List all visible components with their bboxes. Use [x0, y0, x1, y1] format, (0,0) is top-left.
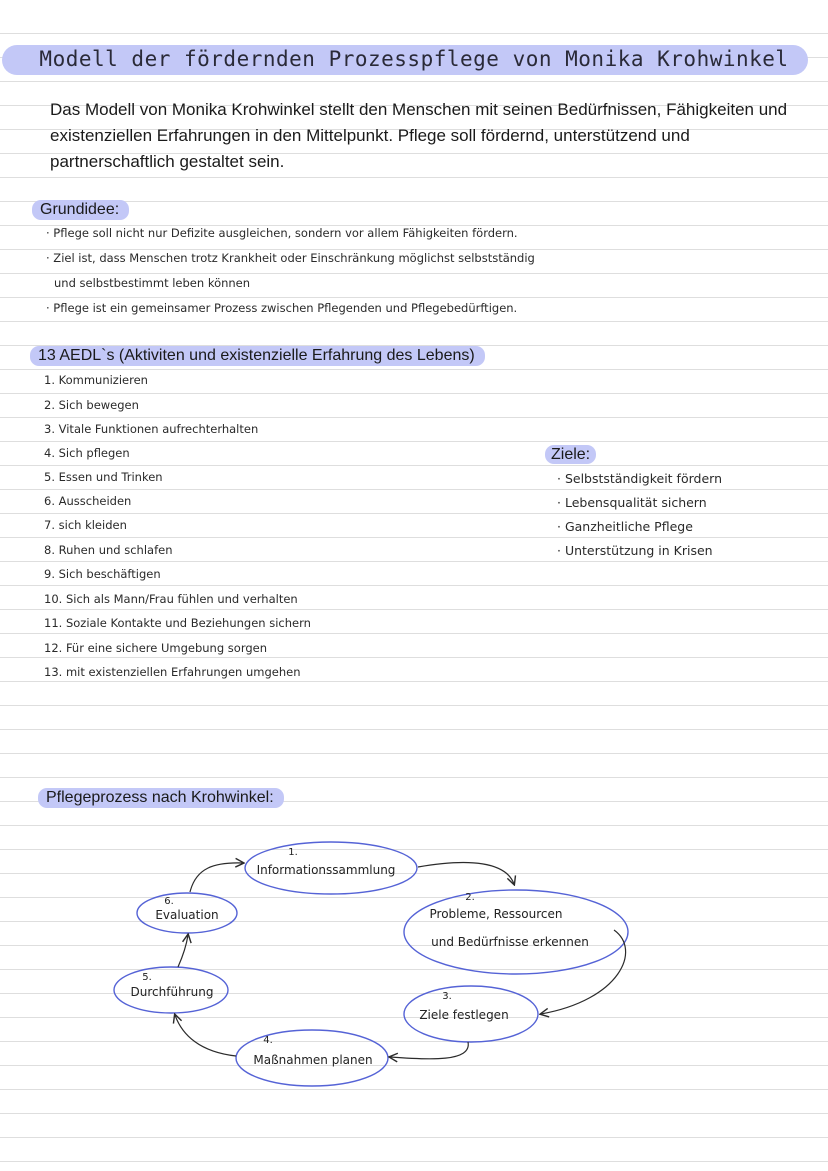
aedl-item: 2. Sich bewegen — [44, 398, 139, 412]
page-title: Modell der fördernden Prozesspflege von Monika Krohwinkel — [39, 47, 789, 71]
step-3-label: Ziele festlegen — [419, 1008, 509, 1022]
grundidee-bullet: · Pflege soll nicht nur Defizite ausgleichen, sondern vor allem Fähigkeiten fördern. — [46, 226, 518, 240]
arrow-3-to-4 — [390, 1042, 468, 1059]
aedl-item: 4. Sich pflegen — [44, 446, 130, 460]
aedl-item: 7. sich kleiden — [44, 518, 127, 532]
arrow-4-to-5 — [175, 1015, 236, 1056]
ziel-item: · Ganzheitliche Pflege — [557, 519, 693, 534]
step-5-label: Durchführung — [130, 985, 214, 999]
arrow-5-to-6 — [178, 935, 188, 967]
step-5-number: 5. — [142, 972, 152, 983]
aedl-item: 6. Ausscheiden — [44, 494, 132, 508]
prozess-heading: Pflegeprozess nach Krohwinkel: — [38, 788, 284, 808]
step-2-number: 2. — [465, 892, 475, 903]
grundidee-bullet: · Pflege ist ein gemeinsamer Prozess zwischen Pflegenden und Pflegebedürftigen. — [46, 301, 518, 315]
grundidee-heading-wrap — [32, 199, 129, 219]
arrow-6-to-1 — [190, 863, 243, 892]
pflegeprozess-diagram — [0, 820, 828, 1090]
arrow-1-to-2 — [418, 863, 514, 884]
step-6-label: Evaluation — [155, 908, 219, 922]
ziel-item: · Unterstützung in Krisen — [557, 543, 713, 558]
step-2-ellipse — [404, 890, 628, 974]
aedl-item: 5. Essen und Trinken — [44, 470, 163, 484]
step-2-label-line2: und Bedürfnisse erkennen — [431, 935, 589, 949]
grundidee-bullet-continuation: und selbstbestimmt leben können — [54, 276, 251, 290]
step-2-label-line1: Probleme, Ressourcen — [429, 907, 563, 921]
aedl-item: 1. Kommunizieren — [44, 373, 148, 387]
aedl-item: 11. Soziale Kontakte und Beziehungen sichern — [44, 616, 311, 630]
ziele-heading-wrap — [545, 444, 596, 464]
aedl-item: 12. Für eine sichere Umgebung sorgen — [44, 641, 268, 655]
aedl-heading: 13 AEDL`s (Aktiviten und existenzielle Erfahrung des Lebens) — [30, 346, 485, 366]
step-1-label: Informationssammlung — [256, 863, 396, 877]
step-4-label: Maßnahmen planen — [253, 1053, 373, 1067]
step-3-number: 3. — [442, 991, 452, 1002]
step-4-number: 4. — [263, 1035, 273, 1046]
grundidee-heading: Grundidee: — [32, 200, 129, 220]
step-6-number: 6. — [164, 896, 174, 907]
aedl-heading-wrap — [30, 345, 485, 365]
step-1-number: 1. — [288, 847, 298, 858]
aedl-item: 9. Sich beschäftigen — [44, 567, 161, 581]
prozess-heading-wrap — [38, 787, 284, 807]
aedl-item: 10. Sich als Mann/Frau fühlen und verhalten — [44, 592, 298, 606]
intro-paragraph: Das Modell von Monika Krohwinkel stellt den Menschen mit seinen Bedürfnissen, Fähigkeiten und existenziellen Erfahrungen in den Mittelpunkt. Pflege soll fördernd, unterstützend und partnerschaftlich gestaltet sein. — [50, 100, 788, 171]
aedl-item: 13. mit existenziellen Erfahrungen umgehen — [44, 665, 301, 679]
aedl-item: 3. Vitale Funktionen aufrechterhalten — [44, 422, 259, 436]
aedl-item: 8. Ruhen und schlafen — [44, 543, 173, 557]
ziel-item: · Selbstständigkeit fördern — [557, 471, 722, 486]
grundidee-bullet: · Ziel ist, dass Menschen trotz Krankheit oder Einschränkung möglichst selbstständig — [46, 251, 535, 265]
ziel-item: · Lebensqualität sichern — [557, 495, 707, 510]
ziele-heading: Ziele: — [545, 445, 596, 464]
